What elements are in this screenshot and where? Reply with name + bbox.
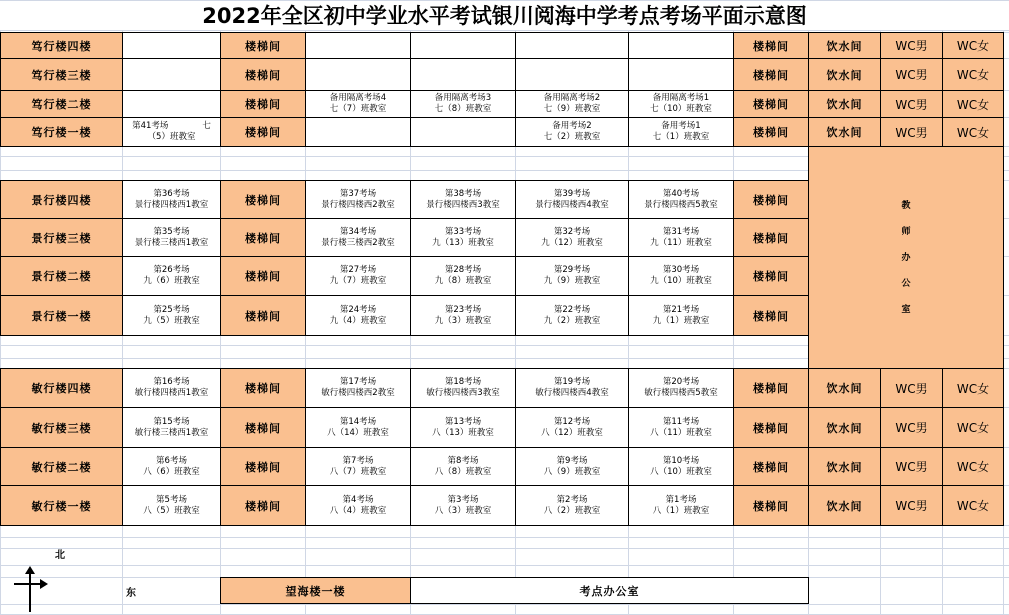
stair-label: 楼梯间 [220,117,306,147]
stair-label: 楼梯间 [220,180,306,219]
room-text-line: 八（13）班教室 [432,427,494,438]
room-text-line: 八（7）班教室 [329,466,387,477]
room-text-line: 九（6）班教室 [143,276,200,286]
wc-male-label: WC男 [880,485,943,526]
room-cell [410,58,516,91]
room-text-line: 景行楼三楼西1教室 [134,237,209,248]
stair-label: 楼梯间 [733,180,809,219]
room-cell [628,218,734,257]
wc-male-label: WC男 [880,447,943,486]
floor-label: 景行楼三楼 [0,218,123,257]
room-cell [515,447,629,486]
room-text-line: 第5考场 [156,494,187,505]
wc-male-label: WC男 [880,58,943,91]
room-cell [410,32,516,59]
room-text-line: 第33考场 [444,226,482,237]
stair-label: 楼梯间 [220,58,306,91]
room-cell [515,117,629,147]
room-text-line: 九（4）班教室 [329,315,387,326]
room-text-line: 第36考场 [153,188,190,199]
room-text-line: 第35考场 [153,226,190,237]
room-text-line: 九（10）班教室 [650,276,712,286]
room-text-line: 敏行楼四楼西4教室 [535,388,609,398]
stair-label: 楼梯间 [220,485,306,526]
room-text-line: 第1考场 [665,494,697,505]
floor-label: 景行楼四楼 [0,180,123,219]
room-text-line: 第34考场 [339,226,377,237]
room-cell [410,218,516,257]
room-text-line: 八（2）班教室 [543,505,601,516]
office-char: 公 [901,278,911,289]
floor-label: 笃行楼二楼 [0,90,123,118]
room-text-line: 九（7）班教室 [329,276,387,286]
exam-office-label: 考点办公室 [410,577,809,604]
room-text-line: 第22考场 [553,304,591,315]
room-text-line: 第39考场 [553,188,591,199]
gridline [0,604,1009,605]
wc-male-label: WC男 [880,407,943,448]
room-text-line: 九（12）班教室 [541,237,603,248]
wc-female-label: WC女 [942,485,1004,526]
stair-label: 楼梯间 [733,117,809,147]
compass-vertical-line [29,568,31,612]
water-room-label: 饮水间 [808,90,881,118]
page-title: 2022年全区初中学业水平考试银川阅海中学考点考场平面示意图 [202,4,807,28]
room-text-line: 八（8）班教室 [434,466,492,477]
room-text-line: 第15考场 [153,416,190,427]
room-cell [122,180,221,219]
wc-male-label: WC男 [880,32,943,59]
room-cell [305,295,411,336]
room-cell [628,407,734,448]
compass [14,566,46,612]
stair-label: 楼梯间 [733,256,809,296]
room-cell [410,90,516,118]
stair-label: 楼梯间 [733,447,809,486]
room-text-line: 九（2）班教室 [543,315,601,326]
room-cell [122,485,221,526]
room-cell [628,90,734,118]
room-text-line: 第11考场 [662,416,700,427]
room-cell [305,180,411,219]
east-arrow-icon [40,579,48,589]
floor-label: 景行楼一楼 [0,295,123,336]
room-cell [628,368,734,408]
stair-label: 楼梯间 [220,368,306,408]
room-cell [122,407,221,448]
room-text-line: 第2考场 [556,494,588,505]
room-text-line: 景行楼四楼西1教室 [134,199,209,210]
teacher-office [808,146,1004,369]
wc-female-label: WC女 [942,368,1004,408]
room-text-line: 九（1）班教室 [652,315,710,326]
room-cell [305,218,411,257]
room-text-line: 第32考场 [553,226,591,237]
room-text-line: 第16考场 [153,377,190,387]
room-cell [122,447,221,486]
room-text-line: 第7考场 [342,455,374,466]
room-text-line: 第9考场 [556,455,588,466]
wanghai-label: 望海楼一楼 [220,577,411,604]
wc-male-label: WC男 [880,90,943,118]
floor-label: 敏行楼一楼 [0,485,123,526]
room-text-line: 七（2）班教室 [543,132,601,142]
room-cell [515,295,629,336]
room-cell [305,368,411,408]
room-text-line: 备用考场2 [552,121,592,131]
room-cell [410,447,516,486]
room-text-line: 第24考场 [339,304,377,315]
floor-label: 笃行楼三楼 [0,58,123,91]
room-cell [305,90,411,118]
room-text-line: 第28考场 [444,265,482,275]
office-char: 室 [901,304,911,315]
room-text-line: 九（13）班教室 [432,237,494,248]
room-cell [410,295,516,336]
room-text-line: 第6考场 [156,455,187,466]
wc-female-label: WC女 [942,407,1004,448]
room-cell [410,485,516,526]
stair-label: 楼梯间 [733,295,809,336]
water-room-label: 饮水间 [808,485,881,526]
room-text-line: 八（12）班教室 [541,427,603,438]
water-room-label: 饮水间 [808,447,881,486]
room-cell [628,180,734,219]
room-text-line: 八（3）班教室 [434,505,492,516]
floor-label: 笃行楼一楼 [0,117,123,147]
room-cell [515,407,629,448]
room-text-line: 备用隔离考场3 [434,93,492,103]
gridline [0,0,1009,1]
room-cell [122,368,221,408]
room-text-line: （5）班教室 [147,132,196,142]
room-text-line: 七（9）班教室 [543,104,601,114]
room-cell [410,368,516,408]
room-text-line: 第12考场 [553,416,591,427]
room-cell [515,180,629,219]
room-text-line: 第8考场 [447,455,479,466]
wc-female-label: WC女 [942,32,1004,59]
stair-label: 楼梯间 [733,58,809,91]
floor-label: 景行楼二楼 [0,256,123,296]
room-cell [515,218,629,257]
room-text-line: 第18考场 [444,377,482,387]
room-text-line: 景行楼四楼西2教室 [321,199,395,210]
stair-label: 楼梯间 [220,295,306,336]
room-cell [122,58,221,91]
east-label: 东 [126,588,136,599]
room-cell [122,256,221,296]
room-text-line: 七（7）班教室 [329,104,387,114]
room-cell [628,32,734,59]
room-text-line: 第25考场 [153,304,190,315]
room-text-line: 景行楼三楼西2教室 [321,237,395,248]
room-cell [628,485,734,526]
room-text-line: 第26考场 [153,265,190,275]
room-text-line: 敏行楼三楼西1教室 [134,427,209,438]
room-text-line: 敏行楼四楼西2教室 [321,388,395,398]
room-text-line: 八（1）班教室 [652,505,710,516]
room-text-line: 七（8）班教室 [434,104,492,114]
room-text-line: 第14考场 [339,416,377,427]
room-text-line: 敏行楼四楼西3教室 [426,388,500,398]
room-cell [515,485,629,526]
room-cell [122,32,221,59]
stair-label: 楼梯间 [220,90,306,118]
room-text-line: 景行楼四楼西4教室 [535,199,609,210]
room-text-line: 第38考场 [444,188,482,199]
room-text-line: 第31考场 [662,226,700,237]
wc-female-label: WC女 [942,117,1004,147]
water-room-label: 饮水间 [808,32,881,59]
room-text-line: 备用考场1 [661,121,701,131]
room-text-line: 第30考场 [662,265,700,275]
room-cell [410,180,516,219]
room-text-line: 第41考场 七 [132,121,211,131]
room-text-line: 第29考场 [553,265,591,275]
stair-label: 楼梯间 [220,447,306,486]
room-text-line: 第23考场 [444,304,482,315]
room-cell [628,447,734,486]
room-text-line: 八（11）班教室 [650,427,712,438]
room-text-line: 九（8）班教室 [434,276,492,286]
room-text-line: 第20考场 [662,377,700,387]
room-cell [305,485,411,526]
stair-label: 楼梯间 [733,485,809,526]
stair-label: 楼梯间 [733,407,809,448]
room-cell [122,295,221,336]
north-arrow-icon [25,566,35,574]
room-cell [410,117,516,147]
room-text-line: 七（1）班教室 [652,132,710,142]
floor-label: 敏行楼三楼 [0,407,123,448]
room-text-line: 八（5）班教室 [143,505,200,516]
room-cell [515,256,629,296]
room-text-line: 八（10）班教室 [650,466,712,477]
room-text-line: 第37考场 [339,188,377,199]
office-char: 师 [901,226,911,237]
office-char: 办 [901,252,911,263]
stair-label: 楼梯间 [733,90,809,118]
wc-male-label: WC男 [880,368,943,408]
room-cell [515,32,629,59]
wc-male-label: WC男 [880,117,943,147]
room-text-line: 九（9）班教室 [543,276,601,286]
stair-label: 楼梯间 [220,407,306,448]
room-text-line: 第13考场 [444,416,482,427]
room-text-line: 七（10）班教室 [650,104,712,114]
wc-female-label: WC女 [942,58,1004,91]
room-text-line: 第40考场 [662,188,700,199]
stair-label: 楼梯间 [220,256,306,296]
room-cell [305,256,411,296]
room-cell [122,90,221,118]
room-cell [305,447,411,486]
floor-label: 笃行楼四楼 [0,32,123,59]
stair-label: 楼梯间 [733,32,809,59]
room-text-line: 九（3）班教室 [434,315,492,326]
room-text-line: 备用隔离考场1 [652,93,710,103]
room-text-line: 八（4）班教室 [329,505,387,516]
water-room-label: 饮水间 [808,407,881,448]
room-cell [122,218,221,257]
room-text-line: 第17考场 [339,377,377,387]
stair-label: 楼梯间 [733,368,809,408]
room-cell [628,295,734,336]
room-cell [305,407,411,448]
water-room-label: 饮水间 [808,117,881,147]
room-text-line: 备用隔离考场4 [329,93,387,103]
room-text-line: 八（14）班教室 [327,427,389,438]
north-label: 北 [55,550,65,561]
office-char: 教 [901,200,911,211]
room-cell [628,58,734,91]
room-cell [410,407,516,448]
gridline [0,548,1009,549]
room-text-line: 九（5）班教室 [143,315,200,326]
floor-label: 敏行楼二楼 [0,447,123,486]
floor-label: 敏行楼四楼 [0,368,123,408]
room-cell [628,256,734,296]
room-cell [515,58,629,91]
room-text-line: 景行楼四楼西5教室 [644,199,718,210]
room-cell [515,368,629,408]
wc-female-label: WC女 [942,447,1004,486]
room-text-line: 第21考场 [662,304,700,315]
stair-label: 楼梯间 [733,218,809,257]
room-cell [305,32,411,59]
room-cell [122,117,221,147]
room-text-line: 景行楼四楼西3教室 [426,199,500,210]
room-text-line: 备用隔离考场2 [543,93,601,103]
room-text-line: 第10考场 [662,455,700,466]
gridline [0,565,1009,566]
room-text-line: 八（6）班教室 [143,466,200,477]
room-text-line: 第3考场 [447,494,479,505]
water-room-label: 饮水间 [808,368,881,408]
room-text-line: 第19考场 [553,377,591,387]
room-cell [305,117,411,147]
room-cell [515,90,629,118]
room-text-line: 敏行楼四楼西5教室 [644,388,718,398]
room-cell [305,58,411,91]
gridline [0,30,1009,31]
water-room-label: 饮水间 [808,58,881,91]
wc-female-label: WC女 [942,90,1004,118]
room-text-line: 敏行楼四楼西1教室 [134,388,209,398]
room-text-line: 第27考场 [339,265,377,275]
room-text-line: 第4考场 [342,494,374,505]
stair-label: 楼梯间 [220,32,306,59]
stair-label: 楼梯间 [220,218,306,257]
gridline [0,537,1009,538]
room-text-line: 八（9）班教室 [543,466,601,477]
room-cell [410,256,516,296]
room-text-line: 九（11）班教室 [650,237,712,248]
room-cell [628,117,734,147]
